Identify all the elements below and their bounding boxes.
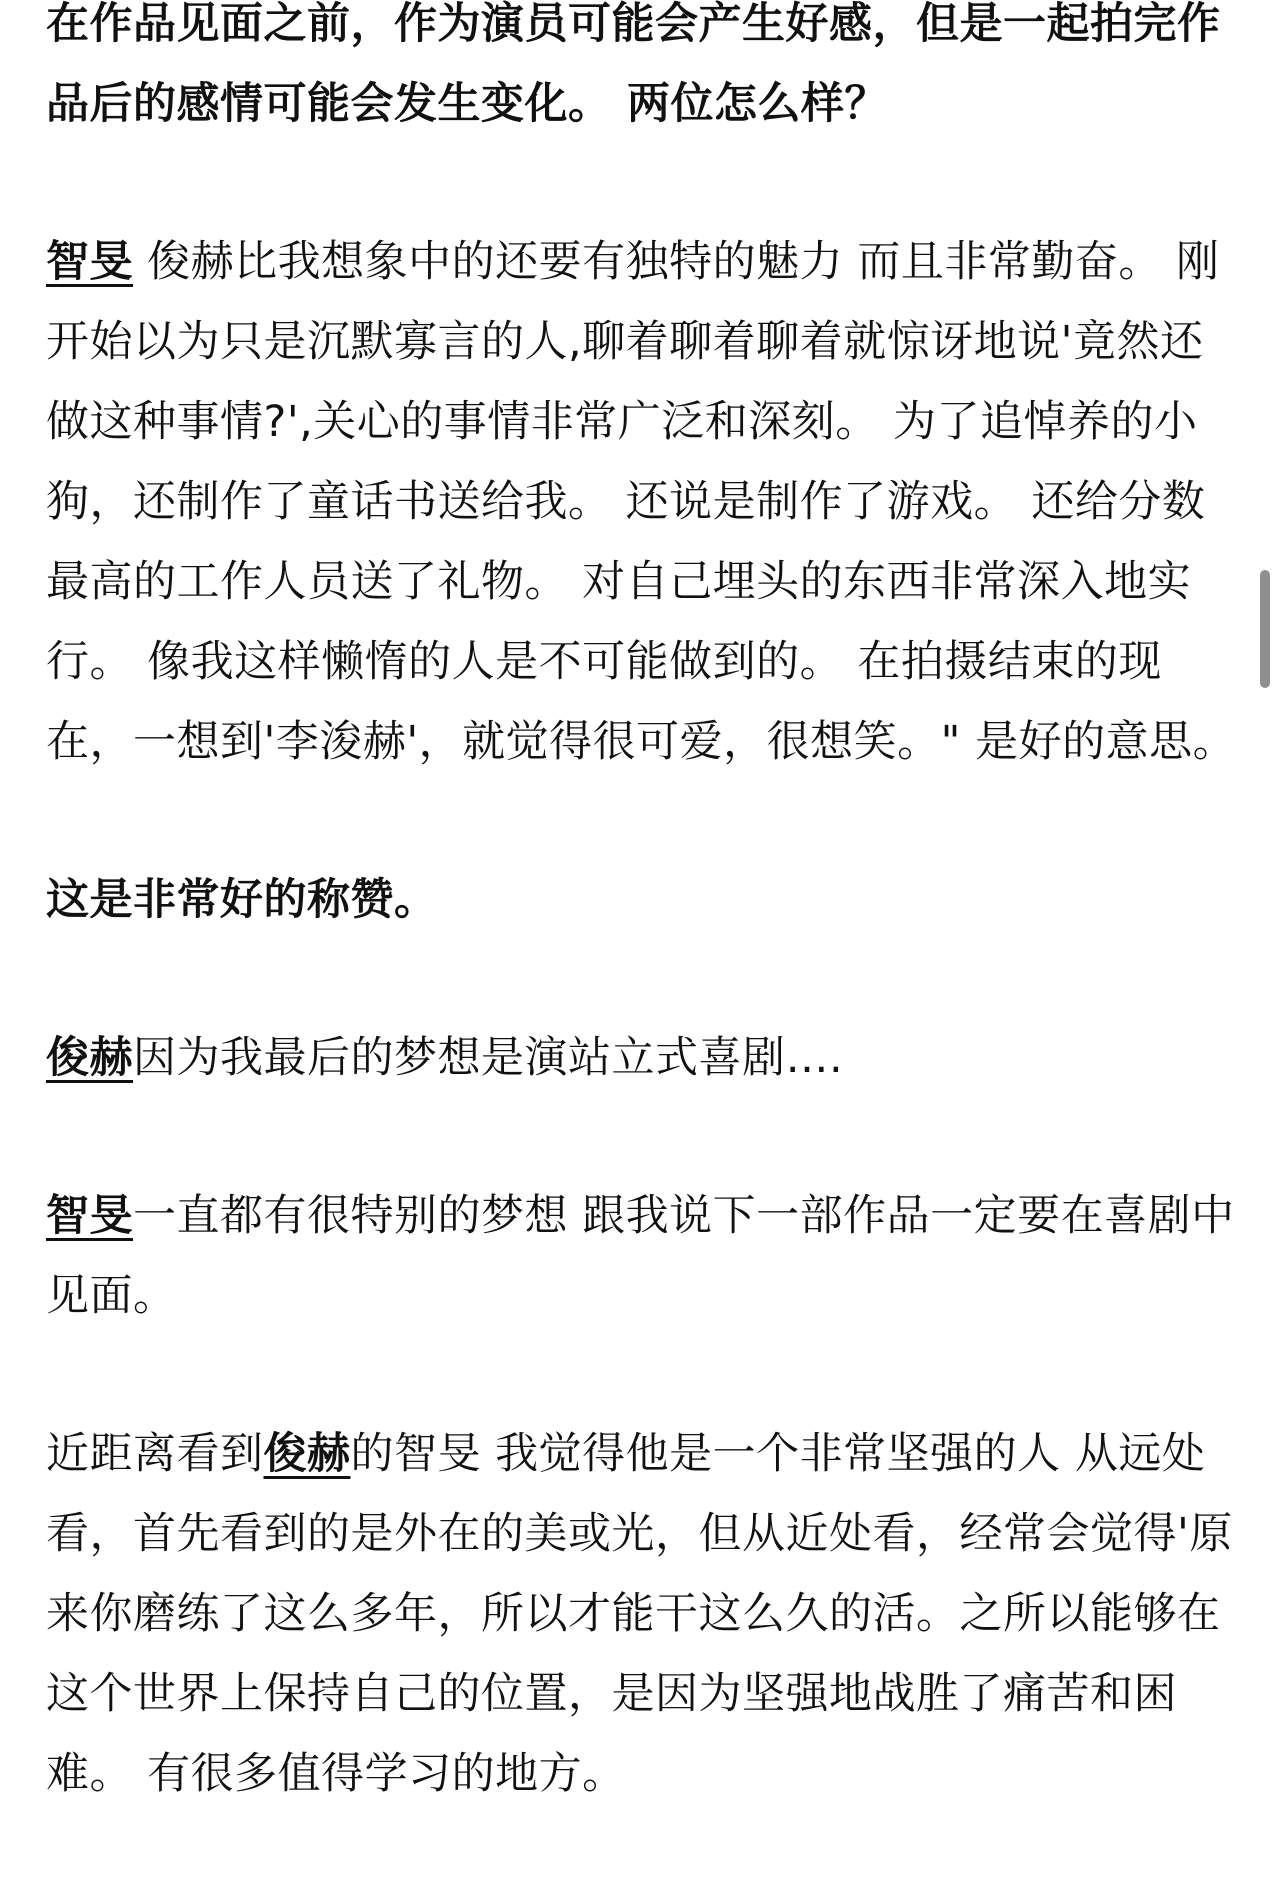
article-body	[46, 0, 1246, 1892]
answer-text: 一直都有很特别的梦想 跟我说下一部作品一定要在喜剧中见面。	[46, 1191, 1235, 1321]
answer-paragraph	[46, 1018, 1246, 1098]
answer-text: 俊赫比我想象中的还要有独特的魅力 而且非常勤奋。 刚开始以为只是沉默寡言的人,聊着聊着聊着就惊讶地说'竟然还做这种事情?',关心的事情非常广泛和深刻。 为了追悼养的小狗，还制作了童话书送给我。 还说是制作了游戏。 还给分数最高的工作人员送了礼物。 对自己埋头的东西非常深入地实行。 像我这样懒惰的人是不可能做到的。 在拍摄结束的现在，一想到'李浚赫'，就觉得很可爱，很想笑。" 是好的意思。	[46, 237, 1237, 767]
interview-question: 这是非常好的称赞。	[46, 875, 438, 925]
answer-paragraph	[46, 1176, 1246, 1336]
speaker-label: 智旻	[46, 237, 133, 287]
speaker-label: 俊赫	[46, 1033, 133, 1083]
interview-question: 在作品见面之前，作为演员可能会产生好感，但是一起拍完作品后的感情可能会发生变化。 两位怎么样？	[46, 0, 1221, 129]
speaker-label: 俊赫	[263, 1429, 351, 1479]
answer-paragraph	[46, 1414, 1246, 1814]
answer-paragraph	[46, 222, 1246, 782]
answer-text-prefix: 近距离看到	[46, 1429, 264, 1479]
answer-text: 因为我最后的梦想是演站立式喜剧….	[133, 1033, 844, 1083]
answer-text: 的智旻 我觉得他是一个非常坚强的人 从远处看，首先看到的是外在的美或光，但从近处看，经常会觉得'原来你磨练了这么多年，所以才能干这么久的活。之所以能够在这个世界上保持自己的位置，是因为坚强地战胜了痛苦和困难。 有很多值得学习的地方。	[46, 1429, 1233, 1799]
vertical-scrollbar[interactable]	[1260, 570, 1270, 688]
speaker-label: 智旻	[46, 1191, 133, 1241]
